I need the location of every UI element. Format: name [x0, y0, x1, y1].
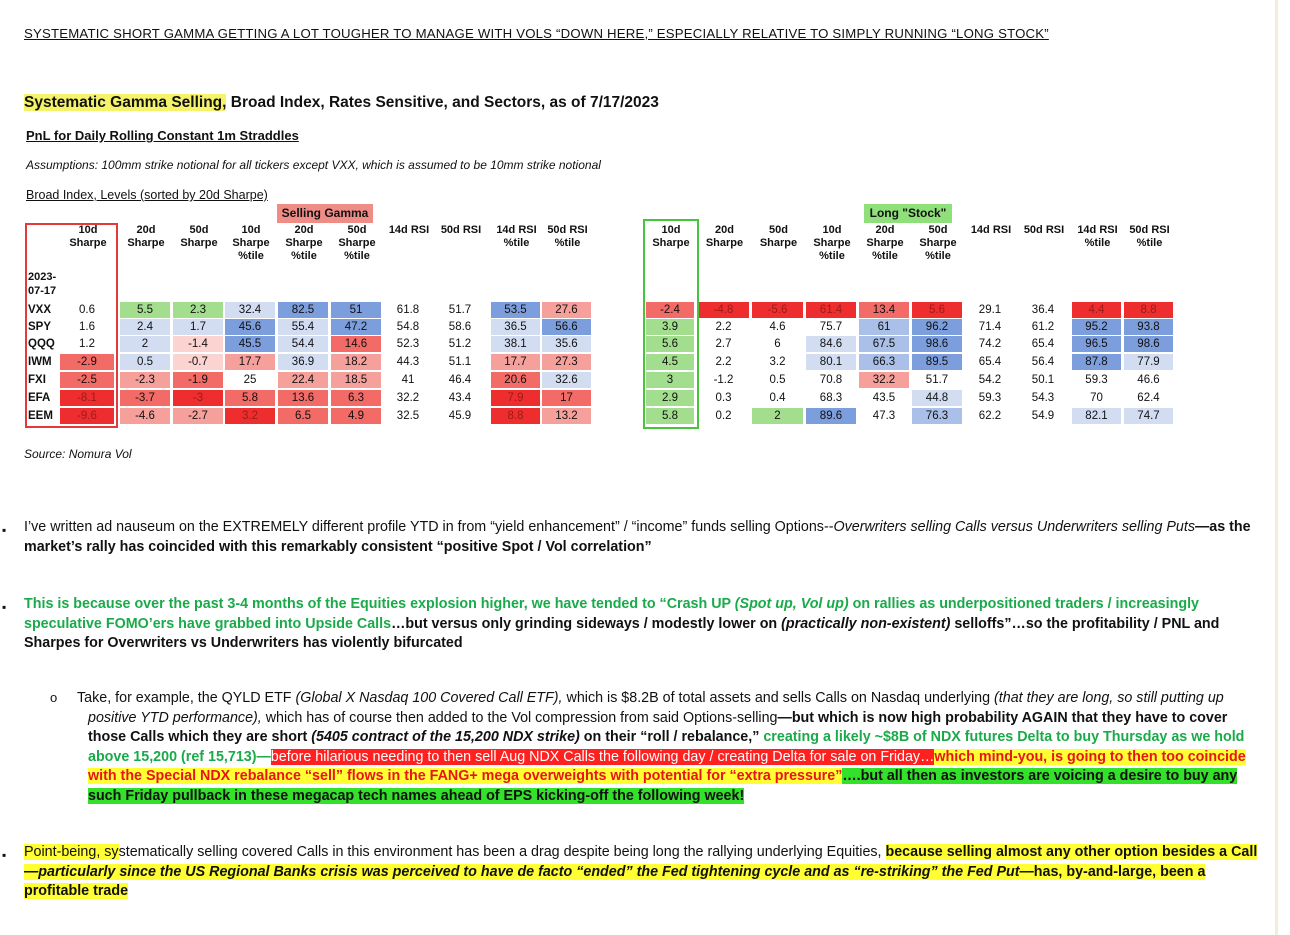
long-cell-fxi-6: 54.2	[978, 374, 1002, 386]
selling-cell-iwm-5: 18.2	[331, 354, 381, 370]
b2-text-5: (practically non-existent)	[781, 615, 951, 632]
selling-cell-vxx-6: 61.8	[396, 304, 420, 316]
page-edge	[1275, 0, 1278, 935]
selling-cell-fxi-2: -1.9	[173, 372, 223, 388]
long-cell-fxi-0: 3	[646, 372, 694, 388]
long-cell-eem-1: 0.2	[715, 410, 732, 422]
selling-cell-eem-2: -2.7	[173, 408, 223, 424]
b2-text-1: This is because over the past 3-4 months of the Equities explosion higher, we have tended to “Crash UP	[24, 596, 735, 612]
selling-header-1: 20d Sharpe	[127, 224, 165, 249]
selling-cell-spy-0: 1.6	[79, 321, 95, 333]
ticker-eem: EEM	[28, 410, 53, 422]
ticker-efa: EFA	[28, 392, 51, 404]
selling-cell-eem-4: 6.5	[278, 408, 328, 424]
long-cell-spy-7: 61.2	[1031, 321, 1055, 333]
broad-index-label: Broad Index, Levels (sorted by 20d Sharpe)	[26, 188, 268, 202]
long-cell-iwm-1: 2.2	[715, 356, 732, 368]
b3-text-7: (5405 contract of the 15,200 NDX strike)	[311, 729, 580, 745]
long-cell-efa-8: 70	[1090, 392, 1103, 404]
ticker-spy: SPY	[28, 321, 52, 333]
ticker-qqq: QQQ	[28, 338, 55, 350]
selling-cell-iwm-3: 17.7	[225, 354, 275, 370]
long-cell-iwm-2: 3.2	[769, 356, 786, 368]
long-cell-eem-3: 89.6	[806, 408, 856, 424]
b3-text-5: which has of course then added to the Vol compression from said Options-selling	[261, 709, 778, 726]
long-cell-qqq-7: 65.4	[1031, 338, 1055, 350]
selling-cell-eem-8: 8.8	[491, 408, 540, 424]
bullet-marker-4: ▪	[2, 848, 7, 862]
long-cell-efa-1: 0.3	[715, 392, 732, 404]
b3-text-1: Take, for example, the QYLD ETF	[77, 690, 296, 706]
selling-cell-efa-7: 43.4	[448, 392, 472, 404]
selling-cell-efa-4: 13.6	[278, 390, 328, 406]
b3-text-4: (that they are long, so still putting up positive YTD performance),	[88, 690, 1224, 726]
selling-cell-efa-3: 5.8	[225, 390, 275, 406]
long-cell-eem-9: 74.7	[1124, 408, 1173, 424]
figure-title-rest: Broad Index, Rates Sensitive, and Sectors, as of 7/17/2023	[226, 94, 659, 111]
selling-cell-fxi-8: 20.6	[491, 372, 540, 388]
long-header-9: 50d RSI %tile	[1129, 224, 1170, 249]
long-cell-fxi-7: 50.1	[1031, 374, 1055, 386]
long-cell-vxx-5: 5.6	[912, 302, 962, 318]
selling-cell-qqq-0: 1.2	[79, 338, 95, 350]
selling-cell-qqq-2: -1.4	[173, 336, 223, 352]
long-cell-eem-2: 2	[752, 408, 803, 424]
long-cell-spy-5: 96.2	[912, 319, 962, 335]
long-cell-qqq-4: 67.5	[859, 336, 909, 352]
long-cell-efa-2: 0.4	[769, 392, 786, 404]
long-header-0: 10d Sharpe	[652, 224, 690, 249]
selling-cell-vxx-3: 32.4	[225, 302, 275, 318]
long-cell-iwm-0: 4.5	[646, 354, 694, 370]
b4-text-5: —has, by-and-large, been a profitable trade	[24, 863, 1206, 899]
selling-cell-vxx-8: 53.5	[491, 302, 540, 318]
long-header-2: 50d Sharpe	[759, 224, 798, 249]
b1-text-3: —as the market’s rally has coincided with this remarkably consistent “positive Spot / Vol correlation”	[24, 519, 1251, 555]
b3-text-6: —but which is now high probability AGAIN that they have to cover those Calls which they are short	[88, 709, 1228, 745]
selling-cell-spy-9: 56.6	[542, 319, 591, 335]
b2-text-3: on rallies as underpositioned traders / increasingly speculative FOMO’ers have grabbed into Upside Calls	[24, 596, 1199, 632]
long-cell-iwm-4: 66.3	[859, 354, 909, 370]
long-cell-vxx-0: -2.4	[646, 302, 694, 318]
long-cell-spy-9: 93.8	[1124, 319, 1173, 335]
selling-gamma-tag: Selling Gamma	[277, 204, 373, 223]
long-cell-vxx-2: -5.6	[752, 302, 803, 318]
selling-cell-spy-7: 58.6	[448, 321, 472, 333]
selling-header-3: 10d Sharpe %tile	[232, 224, 270, 262]
selling-header-5: 50d Sharpe %tile	[338, 224, 376, 262]
long-cell-vxx-6: 29.1	[978, 304, 1002, 316]
long-cell-spy-0: 3.9	[646, 319, 694, 335]
bullet-marker-1: ▪	[2, 523, 7, 537]
long-cell-iwm-3: 80.1	[806, 354, 856, 370]
long-cell-eem-6: 62.2	[978, 410, 1002, 422]
long-cell-eem-5: 76.3	[912, 408, 962, 424]
selling-cell-fxi-3: 25	[243, 374, 257, 386]
selling-header-2: 50d Sharpe	[180, 224, 218, 249]
bullet-paragraph-2	[24, 595, 1270, 654]
long-header-8: 14d RSI %tile	[1077, 224, 1118, 249]
selling-header-6: 14d RSI	[388, 224, 430, 236]
selling-cell-spy-8: 36.5	[491, 319, 540, 335]
selling-cell-iwm-2: -0.7	[173, 354, 223, 370]
selling-cell-vxx-0: 0.6	[79, 304, 95, 316]
long-cell-spy-1: 2.2	[715, 321, 732, 333]
figure-source: Source: Nomura Vol	[24, 447, 132, 461]
selling-cell-vxx-1: 5.5	[120, 302, 170, 318]
selling-cell-iwm-8: 17.7	[491, 354, 540, 370]
selling-header-4: 20d Sharpe %tile	[285, 224, 323, 262]
b3-text-11: which mind-you, is going to then too coincide with the Special NDX rebalance “sell” flows in the FANG+ mega overweights with potential for “extra pressure”	[88, 748, 1246, 784]
selling-cell-qqq-4: 54.4	[278, 336, 328, 352]
selling-cell-efa-6: 32.2	[396, 392, 420, 404]
long-cell-qqq-6: 74.2	[978, 338, 1002, 350]
long-cell-spy-8: 95.2	[1072, 319, 1121, 335]
selling-cell-fxi-6: 41	[401, 374, 415, 386]
long-cell-qqq-5: 98.6	[912, 336, 962, 352]
selling-cell-vxx-5: 51	[331, 302, 381, 318]
date-label-text: 2023- 07-17	[28, 271, 57, 297]
selling-cell-spy-1: 2.4	[120, 319, 170, 335]
long-header-5: 50d Sharpe %tile	[919, 224, 957, 262]
long-cell-qqq-2: 6	[774, 338, 781, 350]
long-cell-vxx-7: 36.4	[1031, 304, 1055, 316]
long-cell-iwm-8: 87.8	[1072, 354, 1121, 370]
selling-header-7: 50d RSI	[440, 224, 482, 236]
selling-cell-eem-9: 13.2	[542, 408, 591, 424]
long-cell-eem-8: 82.1	[1072, 408, 1121, 424]
selling-cell-iwm-7: 51.1	[448, 356, 472, 368]
long-cell-vxx-1: -4.8	[698, 302, 749, 318]
long-cell-efa-9: 62.4	[1137, 392, 1160, 404]
selling-cell-fxi-5: 18.5	[331, 372, 381, 388]
long-cell-iwm-6: 65.4	[978, 356, 1002, 368]
figure-title	[24, 94, 659, 112]
long-cell-qqq-1: 2.7	[715, 338, 732, 350]
ticker-iwm: IWM	[28, 356, 52, 368]
long-cell-efa-4: 43.5	[872, 392, 896, 404]
long-cell-iwm-5: 89.5	[912, 354, 962, 370]
page-header: SYSTEMATIC SHORT GAMMA GETTING A LOT TOUGHER TO MANAGE WITH VOLS “DOWN HERE,” ESPECIALLY RELATIVE TO SIMPLY RUNNING “LONG STOCK”	[24, 26, 1049, 41]
b4-text-3: because selling almost any other option besides a Call	[885, 844, 1258, 860]
long-cell-qqq-0: 5.6	[646, 336, 694, 352]
long-header-4: 20d Sharpe %tile	[866, 224, 904, 262]
b3-text-9: creating a likely ~$8B of NDX futures Delta to buy Thursday as we hold above 15,200 (ref 15,713)—	[88, 729, 1245, 765]
long-cell-vxx-8: 4.4	[1072, 302, 1121, 318]
b3-text-10: before hilarious needing to then sell Aug NDX Calls the following day / creating Delta for sale on Friday…	[270, 748, 935, 765]
long-cell-iwm-7: 56.4	[1031, 356, 1055, 368]
selling-cell-eem-5: 4.9	[331, 408, 381, 424]
selling-cell-spy-2: 1.7	[173, 319, 223, 335]
long-cell-fxi-3: 70.8	[819, 374, 843, 386]
long-stock-tag: Long "Stock"	[864, 204, 952, 223]
selling-cell-fxi-9: 32.6	[542, 372, 591, 388]
selling-cell-iwm-4: 36.9	[278, 354, 328, 370]
selling-cell-eem-0: -9.6	[60, 408, 114, 424]
selling-cell-qqq-8: 38.1	[491, 336, 540, 352]
bullet-paragraph-4	[24, 843, 1270, 902]
selling-cell-qqq-5: 14.6	[331, 336, 381, 352]
long-cell-fxi-4: 32.2	[859, 372, 909, 388]
long-header-7: 50d RSI	[1023, 224, 1065, 236]
selling-cell-spy-3: 45.6	[225, 319, 275, 335]
selling-10d-sharpe-highlight-box	[25, 223, 118, 428]
selling-cell-efa-5: 6.3	[331, 390, 381, 406]
selling-cell-qqq-7: 51.2	[448, 338, 472, 350]
selling-cell-efa-8: 7.9	[491, 390, 540, 406]
selling-cell-qqq-9: 35.6	[542, 336, 591, 352]
selling-cell-fxi-1: -2.3	[120, 372, 170, 388]
selling-cell-iwm-1: 0.5	[120, 354, 170, 370]
long-cell-qqq-8: 96.5	[1072, 336, 1121, 352]
selling-cell-iwm-6: 44.3	[396, 356, 420, 368]
long-header-1: 20d Sharpe	[705, 224, 744, 249]
b1-text-1: I’ve written ad nauseum on the EXTREMELY different profile YTD in from “yield enhancement” / “income” funds selling Options--	[24, 519, 834, 535]
long-cell-qqq-3: 84.6	[806, 336, 856, 352]
bullet-paragraph-3	[77, 689, 1267, 806]
figure-title-highlight: Systematic Gamma Selling,	[24, 94, 227, 111]
figure-subtitle: PnL for Daily Rolling Constant 1m Straddles	[26, 128, 299, 143]
long-cell-efa-6: 59.3	[978, 392, 1002, 404]
long-cell-spy-3: 75.7	[819, 321, 843, 333]
selling-cell-spy-5: 47.2	[331, 319, 381, 335]
selling-cell-vxx-4: 82.5	[278, 302, 328, 318]
long-cell-efa-5: 44.8	[912, 390, 962, 406]
selling-cell-qqq-1: 2	[120, 336, 170, 352]
long-cell-fxi-8: 59.3	[1085, 374, 1108, 386]
b2-text-2: (Spot up, Vol up)	[734, 596, 849, 612]
selling-cell-spy-6: 54.8	[396, 321, 420, 333]
selling-cell-fxi-7: 46.4	[448, 374, 472, 386]
b1-text-2: Overwriters selling Calls versus Underwriters selling Puts	[833, 519, 1195, 535]
long-cell-fxi-5: 51.7	[925, 374, 949, 386]
selling-cell-vxx-9: 27.6	[542, 302, 591, 318]
long-cell-qqq-9: 98.6	[1124, 336, 1173, 352]
selling-cell-efa-0: -8.1	[60, 390, 114, 406]
b4-text-4: —particularly since the US Regional Banks crisis was perceived to have de facto “ended” the Fed tightening cycle and as “re-striking” the Fed Put	[24, 863, 1020, 880]
long-header-3: 10d Sharpe %tile	[813, 224, 851, 262]
selling-cell-fxi-0: -2.5	[60, 372, 114, 388]
long-cell-efa-0: 2.9	[646, 390, 694, 406]
selling-cell-eem-7: 45.9	[448, 410, 472, 422]
selling-cell-vxx-7: 51.7	[448, 304, 472, 316]
b3-text-2: (Global X Nasdaq 100 Covered Call ETF),	[295, 690, 563, 706]
long-cell-eem-0: 5.8	[646, 408, 694, 424]
long-cell-spy-2: 4.6	[769, 321, 786, 333]
ticker-vxx: VXX	[28, 304, 52, 316]
selling-cell-eem-1: -4.6	[120, 408, 170, 424]
ticker-fxi: FXI	[28, 374, 46, 386]
selling-cell-efa-9: 17	[542, 390, 591, 406]
selling-cell-qqq-3: 45.5	[225, 336, 275, 352]
long-cell-fxi-2: 0.5	[769, 374, 786, 386]
bullet-marker-2: ▪	[2, 600, 7, 614]
long-cell-iwm-9: 77.9	[1124, 354, 1173, 370]
b3-text-12: ….but all then as investors are voicing a desire to buy any such Friday pullback in these megacap tech names ahead of EPS kicking-off the following week!	[88, 768, 1238, 804]
long-cell-efa-3: 68.3	[819, 392, 843, 404]
selling-cell-efa-2: -3	[173, 390, 223, 406]
long-cell-fxi-9: 46.6	[1137, 374, 1160, 386]
long-10d-sharpe-highlight-box	[643, 219, 699, 429]
bullet-paragraph-1	[24, 518, 1264, 557]
selling-cell-eem-6: 32.5	[396, 410, 420, 422]
selling-cell-fxi-4: 22.4	[278, 372, 328, 388]
b3-text-3: which is $8.2B of total assets and sells Calls on Nasdaq underlying	[562, 690, 995, 706]
long-cell-fxi-1: -1.2	[713, 374, 734, 386]
long-cell-eem-4: 47.3	[872, 410, 896, 422]
b3-text-8: on their “roll / rebalance,”	[579, 729, 764, 745]
figure-assumptions: Assumptions: 100mm strike notional for all tickers except VXX, which is assumed to be 10mm strike notional	[26, 158, 601, 172]
long-cell-eem-7: 54.9	[1031, 410, 1055, 422]
selling-header-9: 50d RSI %tile	[547, 224, 588, 249]
bullet-marker-3: o	[50, 690, 58, 705]
selling-cell-iwm-0: -2.9	[60, 354, 114, 370]
b2-text-6: selloffs”…so the profitability / PNL and Sharpes for Overwriters vs Underwriters has violently bifurcated	[24, 615, 1220, 651]
selling-cell-eem-3: 3.2	[225, 408, 275, 424]
selling-cell-spy-4: 55.4	[278, 319, 328, 335]
selling-cell-qqq-6: 52.3	[396, 338, 420, 350]
long-cell-vxx-9: 8.8	[1124, 302, 1173, 318]
b4-text-2: stematically selling covered Calls in this environment has been a drag despite being long the rallying underlying Equities,	[118, 844, 886, 860]
selling-cell-iwm-9: 27.3	[542, 354, 591, 370]
long-cell-spy-6: 71.4	[978, 321, 1002, 333]
long-cell-vxx-3: 61.4	[806, 302, 856, 318]
long-cell-vxx-4: 13.4	[859, 302, 909, 318]
long-cell-efa-7: 54.3	[1031, 392, 1055, 404]
long-cell-spy-4: 61	[859, 319, 909, 335]
selling-cell-efa-1: -3.7	[120, 390, 170, 406]
b2-text-4: …but versus only grinding sideways / modestly lower on	[391, 615, 782, 632]
selling-header-8: 14d RSI %tile	[496, 224, 537, 249]
long-header-6: 14d RSI	[970, 224, 1012, 236]
selling-cell-vxx-2: 2.3	[173, 302, 223, 318]
b4-text-1: Point-being, sy	[24, 844, 119, 860]
selling-header-0: 10d Sharpe	[69, 224, 107, 249]
